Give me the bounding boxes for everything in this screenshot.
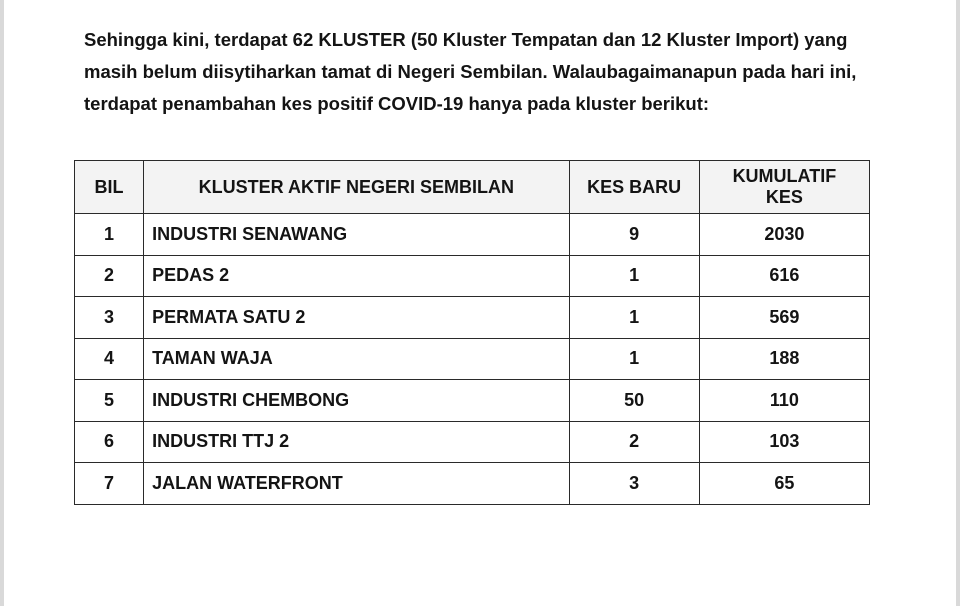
cell-cumulative-cases: 110 [699,380,869,422]
cell-bil: 7 [75,463,144,505]
cell-cluster-name: INDUSTRI CHEMBONG [144,380,570,422]
table-row [75,338,870,380]
table-body [75,214,870,505]
table-row [75,421,870,463]
table-header-row [75,161,870,214]
header-cluster-name: KLUSTER AKTIF NEGERI SEMBILAN [144,161,570,214]
cell-new-cases: 1 [569,338,699,380]
intro-paragraph [84,24,914,120]
cell-cluster-name: PEDAS 2 [144,255,570,297]
intro-line-1: Sehingga kini, terdapat 62 KLUSTER (50 Kluster Tempatan dan 12 Kluster Import) yang [84,29,848,50]
header-cumulative-line2: KES [765,187,803,207]
cell-new-cases: 50 [569,380,699,422]
cluster-table [74,160,870,505]
cell-bil: 3 [75,297,144,339]
cell-bil: 4 [75,338,144,380]
cell-new-cases: 1 [569,255,699,297]
header-new-cases: KES BARU [569,161,699,214]
table-row [75,297,870,339]
cell-bil: 5 [75,380,144,422]
header-cumulative-cases [699,161,869,214]
intro-line-3: terdapat penambahan kes positif COVID-19 hanya pada kluster berikut: [84,93,710,114]
page-edge-left [0,0,4,606]
cell-new-cases: 3 [569,463,699,505]
header-bil: BIL [75,161,144,214]
cell-new-cases: 2 [569,421,699,463]
cell-cumulative-cases: 2030 [699,214,869,256]
table-row [75,255,870,297]
cell-cluster-name: TAMAN WAJA [144,338,570,380]
cell-bil: 6 [75,421,144,463]
intro-line-2: masih belum diisytiharkan tamat di Negeri Sembilan. Walaubagaimanapun pada hari ini, [84,61,857,82]
cell-cumulative-cases: 65 [699,463,869,505]
page-edge-right [956,0,960,606]
cell-cumulative-cases: 103 [699,421,869,463]
cell-cumulative-cases: 569 [699,297,869,339]
cell-bil: 2 [75,255,144,297]
table-row [75,463,870,505]
header-cumulative-line1: KUMULATIF [732,166,837,186]
cell-bil: 1 [75,214,144,256]
cell-cluster-name: JALAN WATERFRONT [144,463,570,505]
cell-new-cases: 9 [569,214,699,256]
cell-cumulative-cases: 616 [699,255,869,297]
table-row [75,214,870,256]
table-row [75,380,870,422]
cell-new-cases: 1 [569,297,699,339]
table-header [75,161,870,214]
cell-cumulative-cases: 188 [699,338,869,380]
cell-cluster-name: PERMATA SATU 2 [144,297,570,339]
cell-cluster-name: INDUSTRI TTJ 2 [144,421,570,463]
cell-cluster-name: INDUSTRI SENAWANG [144,214,570,256]
